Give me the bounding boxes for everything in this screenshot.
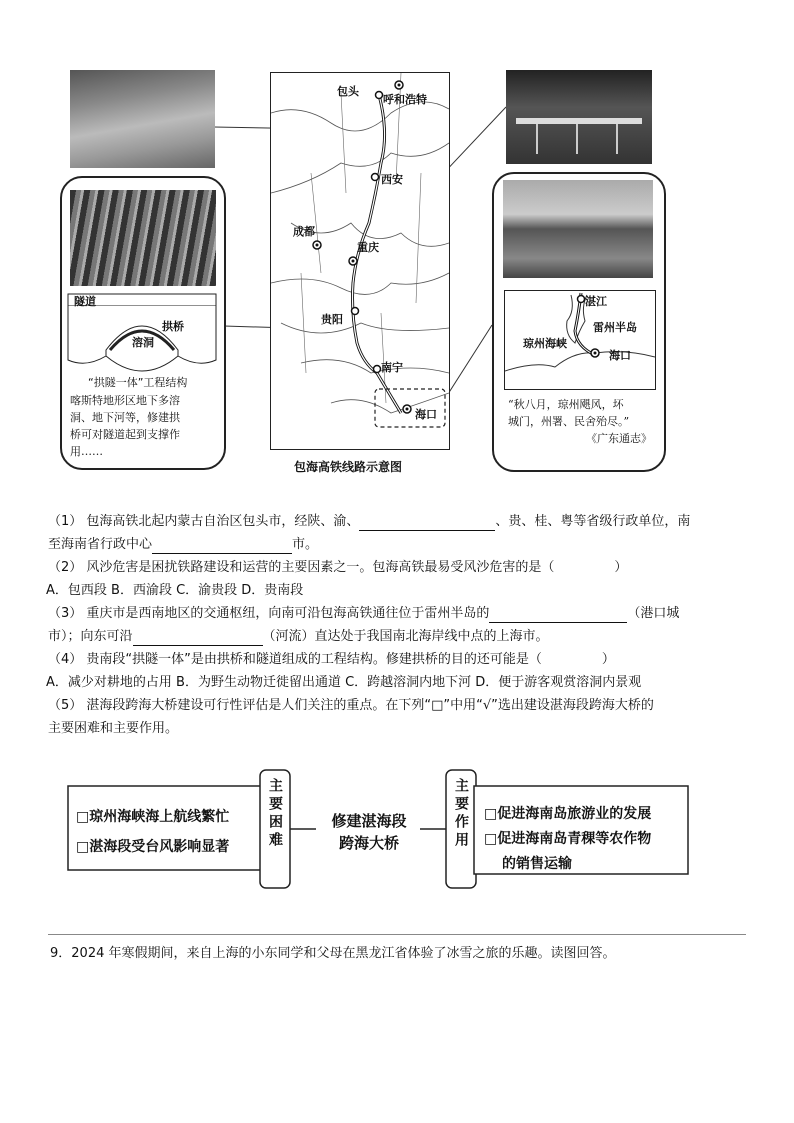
q1-blank-province[interactable] bbox=[359, 516, 495, 531]
center-title bbox=[318, 810, 420, 854]
difficulty-option[interactable]: □湛海段受台风影响显著 bbox=[76, 839, 230, 855]
strait-inset-map bbox=[504, 290, 656, 390]
q3-line1 bbox=[48, 605, 679, 623]
q1-line1 bbox=[48, 513, 690, 531]
q3-blank-river[interactable] bbox=[133, 631, 263, 646]
q9-text: 9．2024 年寒假期间，来自上海的小东同学和父母在黑龙江省体验了冰雪之旅的乐趣。读图回答。 bbox=[50, 946, 616, 961]
karst-text-line: 用…… bbox=[70, 445, 103, 458]
difficulty-option[interactable]: □琼州海峡海上航线繁忙 bbox=[76, 809, 230, 825]
city-xian: 西安 bbox=[381, 173, 403, 186]
inset-zhanjiang: 湛江 bbox=[585, 295, 607, 308]
q2-line bbox=[48, 559, 627, 577]
inset-qiongzhou: 琼州海峡 bbox=[523, 337, 567, 350]
difficulty-label: 主要困难 bbox=[267, 778, 283, 850]
center-line1: 修建湛海段 bbox=[331, 812, 407, 830]
q3-text-d: （河流）直达处于我国南北海岸线中点的上海市。 bbox=[262, 629, 549, 644]
section-divider bbox=[48, 934, 746, 935]
cave-label: 溶洞 bbox=[132, 336, 154, 349]
effect-option[interactable]: □促进海南岛旅游业的发展 bbox=[484, 806, 652, 822]
q5-line1: （5） 湛海段跨海大桥建设可行性评估是人们关注的重点。在下列“□”中用“√”选出建设湛海段跨海大桥的 bbox=[48, 698, 654, 713]
q1-text-d: 市。 bbox=[292, 537, 319, 552]
city-chongqing: 重庆 bbox=[357, 241, 379, 254]
inset-leizhou: 雷州半岛 bbox=[593, 321, 637, 334]
city-guiyang: 贵阳 bbox=[321, 313, 343, 326]
q1-blank-capital[interactable] bbox=[152, 539, 292, 554]
ferry-photo bbox=[503, 180, 653, 278]
q1-text-b: 、贵、桂、粤等省级行政单位，南 bbox=[495, 514, 691, 529]
q1-line2 bbox=[48, 536, 318, 554]
q1-text-a: （1） 包海高铁北起内蒙古自治区包头市，经陕、渝、 bbox=[48, 514, 360, 529]
q3-text-c: 市）；向东可沿 bbox=[48, 629, 133, 644]
railway-map bbox=[270, 72, 450, 450]
q5-line2: 主要困难和主要作用。 bbox=[48, 721, 179, 736]
q2-text: （2） 风沙危害是困扰铁路建设和运营的主要因素之一。包海高铁最易受风沙危害的是（ bbox=[48, 560, 555, 575]
tunnel-label: 隧道 bbox=[74, 295, 96, 308]
city-haikou: 海口 bbox=[415, 408, 437, 421]
karst-text-line: 桥可对隧道起到支撑作 bbox=[70, 428, 180, 441]
bridge-photo bbox=[506, 70, 652, 164]
inset-haikou: 海口 bbox=[609, 349, 631, 362]
q3-text-b: （港口城 bbox=[627, 606, 680, 621]
q3-blank-port[interactable] bbox=[489, 608, 627, 623]
karst-photo bbox=[70, 190, 216, 286]
q2-close: ） bbox=[614, 560, 628, 575]
q4-line bbox=[48, 651, 615, 669]
city-nanning: 南宁 bbox=[381, 361, 403, 374]
city-baotou: 包头 bbox=[337, 85, 359, 98]
arch-label: 拱桥 bbox=[162, 320, 184, 333]
city-huhehaote: 呼和浩特 bbox=[383, 93, 427, 106]
q4-text: （4） 贵南段“拱隧一体”是由拱桥和隧道组成的工程结构。修建拱桥的目的还可能是（ bbox=[48, 652, 542, 667]
structure-caption: “拱隧一体”工程结构 bbox=[88, 376, 188, 389]
city-chengdu: 成都 bbox=[293, 225, 315, 238]
q1-text-c: 至海南省行政中心 bbox=[48, 537, 153, 552]
q4-options: A．减少对耕地的占用 B．为野生动物迁徙留出通道 C．跨越溶洞内地下河 D．便于游客观赏溶洞内景观 bbox=[46, 675, 642, 690]
effect-options bbox=[484, 802, 651, 877]
quote-line: 城门，州署、民舍殆尽。” bbox=[508, 415, 630, 428]
difficulty-options bbox=[76, 802, 229, 862]
effect-label: 主要作用 bbox=[453, 778, 469, 850]
desert-photo bbox=[70, 70, 215, 168]
map-caption: 包海高铁线路示意图 bbox=[294, 460, 403, 474]
bridge-diagram bbox=[64, 766, 692, 892]
history-quote bbox=[508, 396, 660, 447]
karst-text-line: 洞、地下河等，修建拱 bbox=[70, 411, 180, 424]
quote-source: 《广东通志》 bbox=[586, 432, 652, 445]
q2-options: A．包西段 B．西渝段 C．渝贵段 D．贵南段 bbox=[46, 583, 304, 598]
q3-line2 bbox=[48, 628, 549, 646]
effect-option[interactable]: □促进海南岛青稞等农作物 bbox=[484, 831, 652, 847]
karst-text-line: 喀斯特地形区地下多溶 bbox=[70, 394, 180, 407]
q4-close: ） bbox=[601, 652, 615, 667]
karst-text bbox=[70, 392, 220, 460]
center-line2: 跨海大桥 bbox=[338, 834, 399, 852]
effect-option-continued: 的销售运输 bbox=[502, 856, 572, 872]
q3-text-a: （3） 重庆市是西南地区的交通枢纽，向南可沿包海高铁通往位于雷州半岛的 bbox=[48, 606, 490, 621]
quote-line: “秋八月，琼州飓风，坏 bbox=[508, 398, 624, 411]
